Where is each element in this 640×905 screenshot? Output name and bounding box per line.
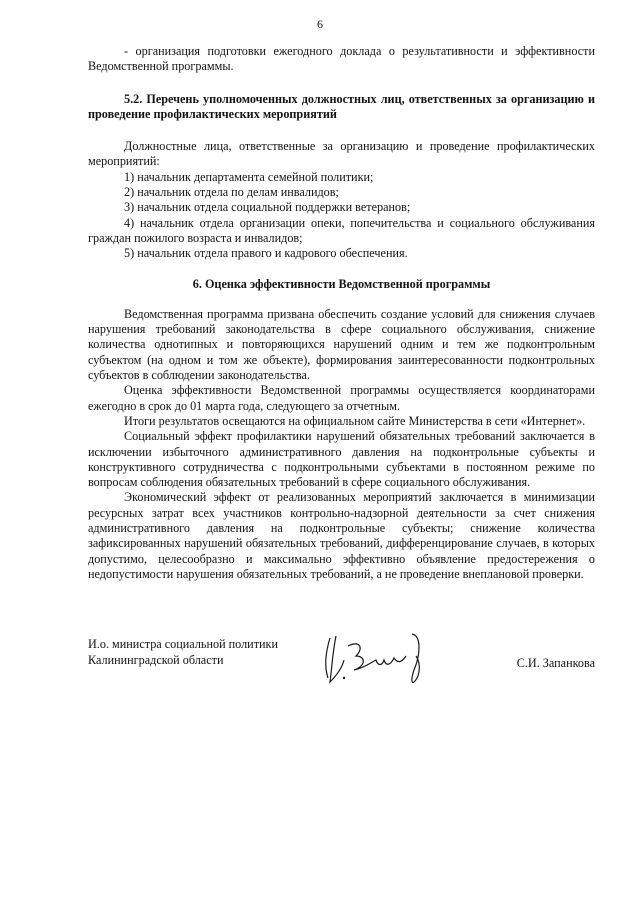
signature-block (88, 636, 595, 716)
intro-list-item: - организация подготовки ежегодного доклада о результативности и эффективности Ведомственной программы. (88, 44, 595, 74)
section-5-2-heading: 5.2. Перечень уполномоченных должностных лиц, ответственных за организацию и проведение профилактических мероприятий (88, 91, 595, 121)
signatory-position-line: И.о. министра социальной политики (88, 637, 278, 651)
signatory-position-line: Калининградской области (88, 653, 224, 667)
section-5-2-lead: Должностные лица, ответственные за организацию и проведение профилактических мероприятий: (88, 139, 595, 169)
page-number: 6 (317, 17, 323, 31)
section-6-paragraph: Экономический эффект от реализованных мероприятий заключается в минимизации ресурсных затрат всех участников контрольно-надзорной деятельности за счет снижения административного давления на подконтрольные субъекты; снижение количества зафиксированных нарушений обязательных требований, дифференцирование случаев, в которых допустимо, целесообразно и максимально эффективно объявление предостережения о недопустимости нарушения обязательных требований, а не проведение внеплановой проверки. (88, 490, 595, 581)
section-6-heading: 6. Оценка эффективности Ведомственной программы (192, 276, 491, 291)
signatory-name: С.И. Запанкова (516, 656, 595, 670)
section-6-paragraph: Ведомственная программа призвана обеспечить создание условий для снижения случаев нарушения требований законодательства в сфере социального обслуживания, снижение количества однотипных и повторяющихся нарушений одним и тем же подконтрольным субъектом (на одном и том же объекте), формирования заинтересованности подконтрольных субъектов в соблюдении законодательства. (88, 306, 595, 383)
document-body (88, 44, 595, 582)
section-6-paragraph: Оценка эффективности Ведомственной программы осуществляется координаторами ежегодно в срок до 01 марта года, следующего за отчетным. (88, 383, 595, 413)
list-item: 1) начальник департамента семейной политики; (124, 169, 374, 184)
handwritten-signature (320, 626, 440, 696)
list-item: 3) начальник отдела социальной поддержки ветеранов; (124, 200, 411, 215)
list-item: 2) начальник отдела по делам инвалидов; (124, 185, 339, 200)
section-6-paragraph: Итоги результатов освещаются на официальном сайте Министерства в сети «Интернет». (124, 413, 586, 428)
list-item: 4) начальник отдела организации опеки, попечительства и социального обслуживания граждан пожилого возраста и инвалидов; (88, 215, 595, 245)
signatory-position (88, 636, 278, 668)
section-6-paragraph: Социальный эффект профилактики нарушений обязательных требований заключается в исключении избыточного административного давления на подконтрольные субъекты и конструктивного сотрудничества с подконтрольными субъектами в постоянном режиме по вопросам соблюдения обязательных требований в сфере социального обслуживания. (88, 429, 595, 490)
list-item: 5) начальник отдела правого и кадрового обеспечения. (124, 246, 408, 261)
